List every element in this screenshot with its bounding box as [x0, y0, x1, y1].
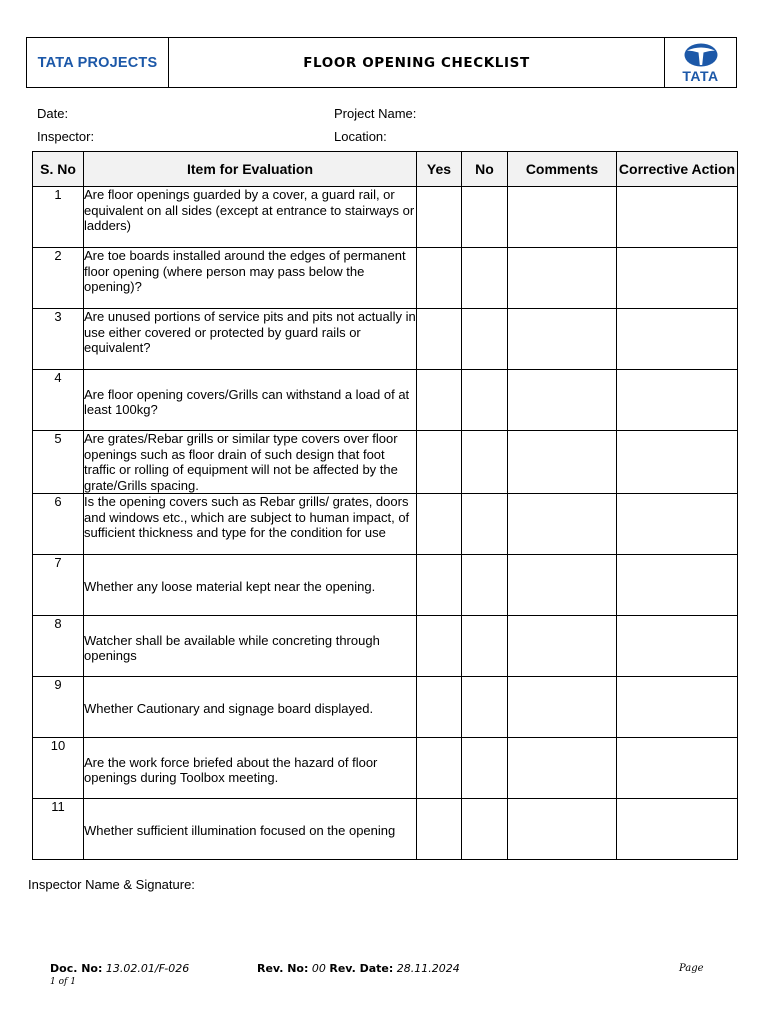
location-label: Location:	[334, 129, 387, 144]
corrective-cell[interactable]	[617, 799, 738, 860]
table-header-row	[33, 152, 738, 187]
corrective-cell[interactable]	[617, 309, 738, 370]
no-cell[interactable]	[462, 431, 508, 494]
table-row	[33, 248, 738, 309]
row-sno: 6	[33, 494, 84, 555]
row-item: Are grates/Rebar grills or similar type covers over floor openings such as floor drain of such design that foot traffic or rolling of equipment will not be affected by the grate/Grills spacing.	[84, 431, 417, 494]
rev-number-label: Rev. No:	[257, 962, 309, 975]
table-row	[33, 370, 738, 431]
row-item: Is the opening covers such as Rebar grills/ grates, doors and windows etc., which are subject to human impact, of sufficient thickness and type for the condition for use	[84, 494, 417, 555]
row-item: Whether Cautionary and signage board displayed.	[84, 677, 417, 738]
header-sno: S. No	[33, 152, 84, 187]
tata-projects-logo	[27, 38, 169, 87]
row-sno: 8	[33, 616, 84, 677]
row-sno: 11	[33, 799, 84, 860]
no-cell[interactable]	[462, 494, 508, 555]
project-name-label: Project Name:	[334, 106, 417, 121]
row-sno: 10	[33, 738, 84, 799]
brand-right-text: TATA	[682, 68, 719, 84]
corrective-cell[interactable]	[617, 555, 738, 616]
rev-date-label: Rev. Date:	[329, 962, 394, 975]
document-header	[26, 37, 737, 88]
document-footer	[50, 962, 710, 992]
no-cell[interactable]	[462, 555, 508, 616]
inspector-label: Inspector:	[37, 129, 95, 144]
row-sno: 7	[33, 555, 84, 616]
comments-cell[interactable]	[508, 677, 617, 738]
doc-number-value: 13.02.01/F-026	[105, 962, 190, 975]
doc-number	[50, 962, 189, 975]
tata-logo	[664, 38, 736, 87]
corrective-cell[interactable]	[617, 677, 738, 738]
page-label: Page	[679, 963, 704, 974]
no-cell[interactable]	[462, 799, 508, 860]
no-cell[interactable]	[462, 616, 508, 677]
corrective-cell[interactable]	[617, 616, 738, 677]
row-item: Whether any loose material kept near the opening.	[84, 555, 417, 616]
yes-cell[interactable]	[417, 187, 462, 248]
table-row	[33, 494, 738, 555]
comments-cell[interactable]	[508, 187, 617, 248]
row-sno: 9	[33, 677, 84, 738]
document-title: FLOOR OPENING CHECKLIST	[303, 54, 530, 71]
inspector-signature-label: Inspector Name & Signature:	[28, 877, 195, 892]
tata-emblem-icon	[683, 42, 719, 68]
row-item: Watcher shall be available while concreting through openings	[84, 616, 417, 677]
corrective-cell[interactable]	[617, 370, 738, 431]
revision-info	[257, 962, 460, 975]
row-sno: 3	[33, 309, 84, 370]
table-row	[33, 616, 738, 677]
row-item: Are floor openings guarded by a cover, a guard rail, or equivalent on all sides (except at entrance to stairways or ladders)	[84, 187, 417, 248]
yes-cell[interactable]	[417, 370, 462, 431]
table-row	[33, 431, 738, 494]
comments-cell[interactable]	[508, 370, 617, 431]
comments-cell[interactable]	[508, 431, 617, 494]
corrective-cell[interactable]	[617, 248, 738, 309]
yes-cell[interactable]	[417, 494, 462, 555]
no-cell[interactable]	[462, 309, 508, 370]
corrective-cell[interactable]	[617, 738, 738, 799]
doc-number-label: Doc. No:	[50, 962, 103, 975]
corrective-cell[interactable]	[617, 494, 738, 555]
comments-cell[interactable]	[508, 494, 617, 555]
row-item: Are floor opening covers/Grills can withstand a load of at least 100kg?	[84, 370, 417, 431]
table-row	[33, 799, 738, 860]
table-row	[33, 187, 738, 248]
header-item: Item for Evaluation	[84, 152, 417, 187]
page-count: 1 of 1	[50, 977, 76, 987]
comments-cell[interactable]	[508, 738, 617, 799]
no-cell[interactable]	[462, 248, 508, 309]
no-cell[interactable]	[462, 370, 508, 431]
rev-date-value: 28.11.2024	[396, 962, 460, 975]
yes-cell[interactable]	[417, 431, 462, 494]
brand-left-text: TATA PROJECTS	[37, 54, 158, 71]
row-item: Are the work force briefed about the hazard of floor openings during Toolbox meeting.	[84, 738, 417, 799]
table-row	[33, 555, 738, 616]
yes-cell[interactable]	[417, 248, 462, 309]
comments-cell[interactable]	[508, 309, 617, 370]
corrective-cell[interactable]	[617, 187, 738, 248]
no-cell[interactable]	[462, 677, 508, 738]
yes-cell[interactable]	[417, 309, 462, 370]
date-label: Date:	[37, 106, 69, 121]
row-item: Are toe boards installed around the edges of permanent floor opening (where person may pass below the opening)?	[84, 248, 417, 309]
table-row	[33, 309, 738, 370]
checklist-table	[32, 151, 738, 860]
no-cell[interactable]	[462, 187, 508, 248]
yes-cell[interactable]	[417, 616, 462, 677]
yes-cell[interactable]	[417, 677, 462, 738]
no-cell[interactable]	[462, 738, 508, 799]
row-item: Are unused portions of service pits and pits not actually in use either covered or protected by guard rails or equivalent?	[84, 309, 417, 370]
row-sno: 2	[33, 248, 84, 309]
yes-cell[interactable]	[417, 738, 462, 799]
table-row	[33, 677, 738, 738]
comments-cell[interactable]	[508, 248, 617, 309]
header-corrective: Corrective Action	[617, 152, 738, 187]
rev-number-value: 00	[311, 962, 326, 975]
row-sno: 4	[33, 370, 84, 431]
yes-cell[interactable]	[417, 555, 462, 616]
comments-cell[interactable]	[508, 799, 617, 860]
corrective-cell[interactable]	[617, 431, 738, 494]
header-no: No	[462, 152, 508, 187]
header-comments: Comments	[508, 152, 617, 187]
row-sno: 1	[33, 187, 84, 248]
row-item: Whether sufficient illumination focused on the opening	[84, 799, 417, 860]
row-sno: 5	[33, 431, 84, 494]
table-row	[33, 738, 738, 799]
yes-cell[interactable]	[417, 799, 462, 860]
header-yes: Yes	[417, 152, 462, 187]
comments-cell[interactable]	[508, 555, 617, 616]
comments-cell[interactable]	[508, 616, 617, 677]
